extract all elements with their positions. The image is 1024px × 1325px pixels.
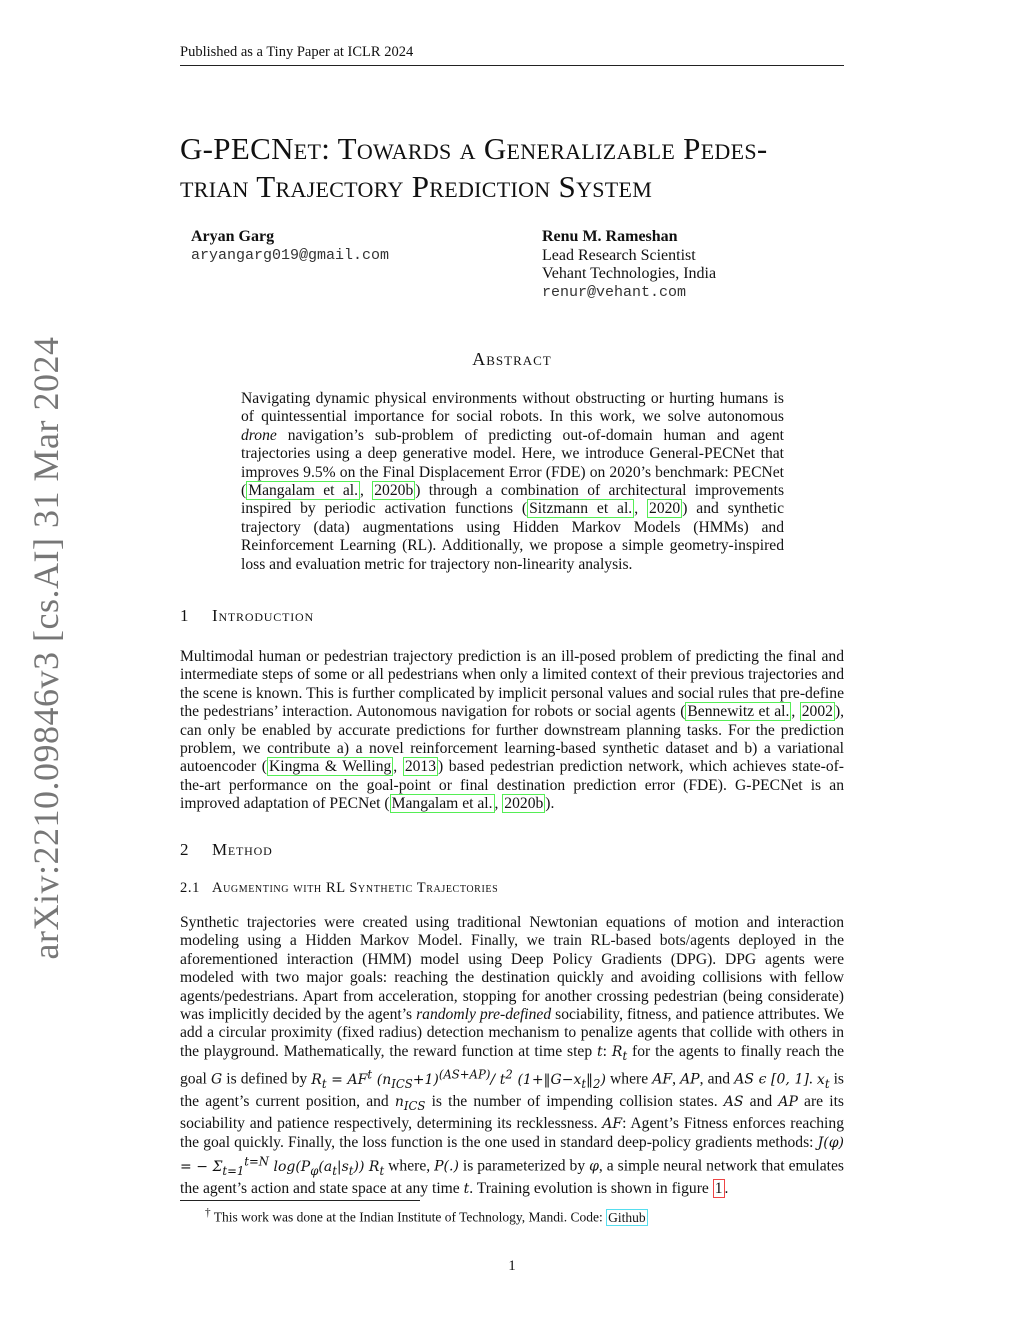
math-var: t: [597, 1043, 603, 1060]
math-var: $n_{ICS}$: [394, 1093, 426, 1113]
subsection-heading: [180, 880, 498, 897]
subsection-title: Augmenting with RL Synthetic Trajectories: [212, 880, 499, 896]
title-line-1: G-PECNet: Towards a Generalizable Pedes-: [180, 131, 768, 166]
method-text: , and: [699, 1070, 735, 1088]
abstract-heading: Abstract: [472, 349, 552, 369]
author-1-email: aryangarg019@gmail.com: [191, 246, 390, 264]
footnote-rule: [180, 1200, 420, 1201]
method-body: Synthetic trajectories were created using traditional Newtonian equations of motion and interaction modeling using a Hidden Markov Model. Finally, we train RL-based bots/agents deployed in the aforementioned interaction (HMM) model using Deep Policy Gradients (DPG). DPG agents were modeled with two major goals: reaching the destination quickly and avoiding collisions with fellow agents/pedestrians. Apart from acceleration, stopping for another crossing pedestrian (being considerate) was implicitly decided by the agent’s randomly pre-defined sociability, fitness, and patience attributes. We add a circular proximity (fixed radius) detection mechanism to penalize agents that collide with others in the playground. Mathematically, the reward function at time step t: $R_t$ for the agents to finally reach the goal G is defined by $R_t = AF^t$ $(n_{ICS}+1)^{(AS+AP)}/$ $t^2$ $(1+‖G-x_t‖_2)$ where AF, AP, and AS ϵ [0, 1]. $x_t$ is the agent’s current position, and $n_{ICS}$ is the number of impending collision states. AS and AP are its sociability and patience respectively, determining its recklessness. AF: Agent’s Fitness enforces reaching the goal quickly. Finally, the loss function is the one used in standard deep-policy gradients methods: J(φ) = − $\Sigma_{t=1}^{t=N}$ $\log(P_\varphi(a_t|s_t))$ $R_t$ where, P(.) is parameterized by φ, a simple neural network that emulates the agent’s action and state space at any time t. Training evolution is shown in figure 1 .: [180, 914, 845, 1197]
title-line-2: trian Trajectory Prediction System: [180, 169, 653, 204]
math-var: P(.): [434, 1158, 459, 1175]
intro-text: ), can only be enabled by accurate predictions for further downstream planning tasks. For the prediction problem, we contribute a) a novel reinforcement learning-based synthetic dataset and b) a variational autoencoder (: [180, 703, 845, 776]
intro-text: Multimodal human or pedestrian trajectory prediction is an ill-posed problem of predicting the final and intermediate steps of some or all pedestrians when only a limited context of their previous trajectories and the scene is known. This is further complicated by implicit personal values and social rules that pre-define the pedestrians’ interaction. Autonomous navigation for robots or social agents (: [180, 648, 844, 721]
math-var: AP: [680, 1071, 700, 1088]
arxiv-stamp-text[interactable]: arXiv:2210.09846v3 [cs.AI] 31 Mar 2024: [26, 336, 66, 960]
citation-link[interactable]: Sitzmann et al.: [529, 500, 633, 518]
page-number: 1: [508, 1258, 516, 1274]
method-text: .: [724, 1179, 729, 1197]
intro-text: ).: [545, 795, 555, 813]
method-text: is the number of impending collision states.: [425, 1092, 724, 1110]
method-text: , a simple neural network that emulates the agent’s action and state space at any time: [180, 1157, 844, 1197]
section-title: Introduction: [212, 606, 314, 625]
math-var: t: [463, 1180, 470, 1197]
abstract-text: navigation’s sub-problem of predicting out-of-domain human and agent trajectories using a deep generative model. Here, we introduce General-PECNet that improves: [241, 426, 784, 481]
github-link[interactable]: Github: [608, 1209, 646, 1225]
subsection-number: 2.1: [180, 880, 200, 896]
citation-link[interactable]: Kingma & Welling: [269, 758, 392, 776]
introduction-body: Multimodal human or pedestrian trajectory prediction is an ill-posed problem of predicting the final and intermediate steps of some or all pedestrians when only a limited context of their previous trajectories and the scene is known. This is further complicated by implicit personal values and social rules that pre-define the pedestrians’ interaction. Autonomous navigation for robots or social agents ( Bennewitz et al. , 2002 ), can only be enabled by accurate predictions for further downstream planning tasks. For the prediction problem, we contribute a) a novel reinforcement learning-based synthetic dataset and b) a variational autoencoder ( Kingma & Welling , 2013 ) based pedestrian prediction network, which achieves state-of-the-art performance on the goal-point or final destination prediction error (FDE). G-PECNet is an improved adaptation of PECNet ( Mangalam et al. , 2020b ).: [180, 648, 845, 813]
section-title: Method: [212, 840, 273, 859]
method-text: where: [605, 1070, 653, 1088]
abstract-percent: 9.5%: [303, 463, 336, 481]
citation-link[interactable]: Bennewitz et al.: [687, 703, 790, 721]
method-text: . Training evolution is shown in figure: [469, 1179, 713, 1197]
paper-title: [180, 130, 850, 206]
section-heading-introduction: [180, 606, 314, 626]
math-var: G: [210, 1071, 223, 1088]
math-var: AF: [602, 1116, 623, 1133]
math-var: $x_t$: [816, 1071, 830, 1091]
method-text: Synthetic trajectories were created using traditional Newtonian equations of motion and interaction modeling using a Hidden Markov Model. Finally, we train RL-based bots/agents deployed in the aforementioned interaction (HMM) model using Deep Policy Gradients (DPG). DPG agents were modeled with two major goals: reaching the destination quickly and avoiding collisions with fellow agents/pedestrians. Apart from acceleration, stopping for another crossing pedestrian (being considerate) was implicitly decided by the agent’s: [180, 914, 844, 1024]
section-number: 1: [180, 606, 190, 625]
citation-link[interactable]: Mangalam et al.: [248, 482, 358, 500]
method-text: for the agents to finally reach the goal: [180, 1042, 844, 1088]
section-heading-method: [180, 840, 273, 860]
math-var: AP: [778, 1093, 798, 1110]
author-2-email: renur@vehant.com: [542, 283, 687, 301]
math-var: φ: [589, 1158, 599, 1175]
abstract-emphasis: drone: [241, 426, 277, 444]
method-text: is parameterized by: [458, 1157, 590, 1175]
intro-text: ) based pedestrian prediction network, which achieves state-of-the-art performance on the goal-point or final destination prediction error (FDE). G-PECNet is an improved adaptation of PECNet (: [180, 758, 844, 813]
citation-link[interactable]: 2013: [404, 758, 436, 776]
loss-equation: J(φ) = − $\Sigma_{t=1}^{t=N}$ $\log(P_\varphi(a_t|s_t))$ $R_t$: [180, 1134, 844, 1178]
math-var: AS: [723, 1093, 744, 1110]
method-text: are its sociability and patience respectively, determining its recklessness.: [180, 1092, 844, 1133]
citation-link[interactable]: Mangalam et al.: [391, 795, 493, 813]
author-2: [542, 228, 716, 302]
method-text: is the agent’s current position, and: [180, 1070, 844, 1110]
author-2-name: Renu M. Rameshan: [542, 228, 678, 245]
footnote-mark: †: [205, 1207, 211, 1219]
running-header: Published as a Tiny Paper at ICLR 2024: [180, 44, 844, 66]
abstract-text: ) and synthetic trajectory (data) augmentations using Hidden Markov Models (HMMs) and Reinforcement Learning (RL). Additionally, we propose a simple geometry-inspired loss and evaluation metric for trajectory non-linearity analysis.: [241, 500, 784, 573]
math-var: $R_t$: [611, 1043, 628, 1063]
method-text: sociability, fitness, and patience attributes. We add a circular proximity (fixed radius) detection mechanism to penalize agents that collide with others in the playground. Mathematically, the reward function at time step: [180, 1006, 845, 1060]
reward-equation: $R_t = AF^t$ $(n_{ICS}+1)^{(AS+AP)}/$ $t^2$ $(1+‖G-x_t‖_2)$: [311, 1067, 606, 1091]
citation-link[interactable]: 2020b: [504, 795, 544, 813]
author-1: [191, 228, 389, 265]
method-text: where,: [384, 1157, 435, 1175]
footnote: [205, 1207, 648, 1226]
section-number: 2: [180, 840, 190, 859]
abstract-text: ) through a combination of architectural improvements inspired by periodic activation functions (: [241, 482, 785, 518]
author-2-affiliation: Vehant Technologies, India: [542, 265, 717, 282]
math-var: AF: [652, 1071, 673, 1088]
abstract-text: Navigating dynamic physical environments without obstructing or hurting humans is of quintessential importance for social robots. In this work, we solve autonomous: [241, 390, 784, 426]
author-2-role: Lead Research Scientist: [542, 246, 696, 264]
footnote-text: This work was done at the Indian Institute of Technology, Mandi. Code:: [210, 1209, 607, 1225]
method-text: is defined by: [222, 1070, 312, 1088]
citation-link[interactable]: 2002: [801, 703, 833, 721]
abstract-body: Navigating dynamic physical environments without obstructing or hurting humans is of quintessential importance for social robots. In this work, we solve autonomous drone navigation’s sub-problem of predicting out-of-domain human and agent trajectories using a deep generative model. Here, we introduce General-PECNet that improves 9.5% on the Final Displacement Error (FDE) on 2020’s benchmark: PECNet ( Mangalam et al. , 2020b ) through a combination of architectural improvements inspired by periodic activation functions ( Sitzmann et al. , 2020 ) and synthetic trajectory (data) augmentations using Hidden Markov Models (HMMs) and Reinforcement Learning (RL). Additionally, we propose a simple geometry-inspired loss and evaluation metric for trajectory non-linearity analysis.: [241, 390, 785, 573]
math-var: AS ϵ [0, 1]: [734, 1071, 809, 1088]
method-text: : Agent’s Fitness enforces reaching the goal quickly. Finally, the loss function is the one used in standard deep-policy gradients methods:: [180, 1115, 844, 1151]
citation-link[interactable]: 2020b: [374, 482, 414, 500]
author-1-name: Aryan Garg: [191, 228, 275, 245]
method-emphasis: randomly pre-defined: [416, 1006, 552, 1024]
abstract-text: on the Final Displacement Error (FDE) on 2020’s benchmark: PECNet (: [241, 463, 784, 500]
figure-link[interactable]: 1: [714, 1179, 723, 1197]
citation-link[interactable]: 2020: [649, 500, 681, 518]
